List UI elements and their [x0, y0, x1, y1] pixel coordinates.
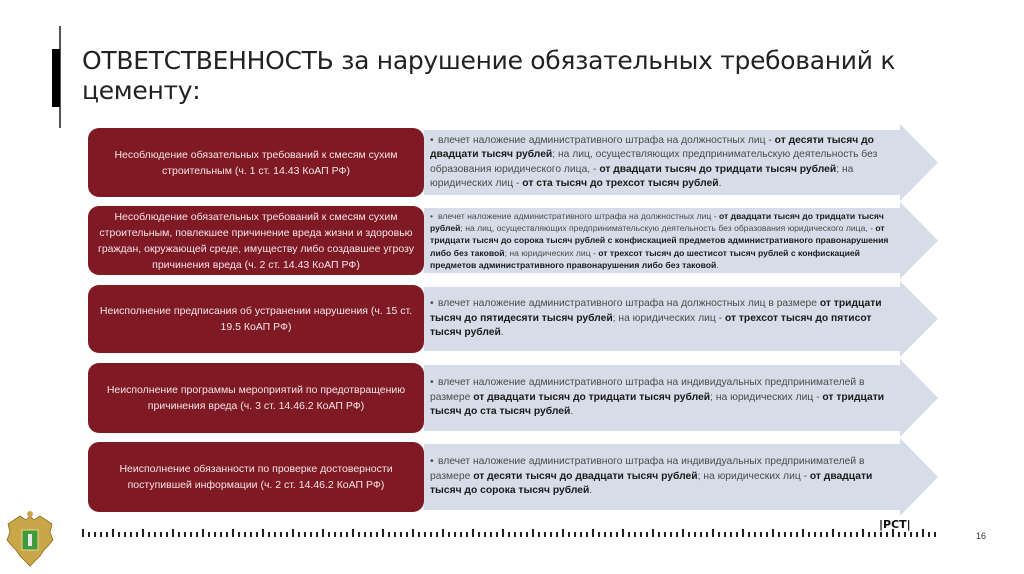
violation-box [88, 285, 424, 353]
penalty-amount: от двадцати тысяч до тридцати тысяч рублей [430, 211, 884, 234]
penalty-amount: от десяти тысяч до двадцати тысяч рублей [473, 470, 698, 482]
penalty-clause: ; на юридических лиц - [710, 391, 823, 403]
slide-title: ОТВЕТСТВЕННОСТЬ за нарушение обязательных требований к цементу: [82, 46, 896, 105]
penalty-text [430, 455, 894, 499]
violation-text: Неисполнение предписания об устранении нарушения (ч. 15 ст. 19.5 КоАП РФ) [99, 305, 413, 333]
penalty-clause: ; на лиц, осуществляющих предпринимательскую деятельность без образования юридического лица, - [430, 149, 878, 175]
bullet-icon: • [430, 134, 434, 146]
penalty-amount: от двадцати тысяч до тридцати тысяч рублей [599, 163, 837, 175]
penalty-amount: от тридцати тысяч до ста тысяч рублей [430, 391, 885, 417]
penalty-amount: от двадцати тысяч до тридцати тысяч рублей [473, 391, 711, 403]
penalty-row [0, 442, 1024, 512]
penalty-amount: от десяти тысяч до двадцати тысяч рублей [430, 134, 874, 160]
title-accent-bar [52, 49, 60, 107]
penalty-clause: . [500, 327, 504, 338]
penalty-clause: влечет наложение административного штрафа на должностных лиц - [438, 134, 775, 146]
penalty-clause: . [718, 178, 722, 189]
page-number: 16 [976, 531, 987, 541]
penalty-arrow [424, 281, 940, 357]
violation-text: Несоблюдение обязательных требований к смесям сухим строительным (ч. 1 ст. 14.43 КоАП РФ) [114, 148, 398, 177]
footer-ruler [82, 527, 942, 537]
violation-box [88, 128, 424, 197]
penalty-text [430, 376, 894, 420]
footer-mark: |PCT| [879, 518, 911, 531]
penalty-row [0, 206, 1024, 275]
penalty-row [0, 363, 1024, 433]
penalty-clause: влечет наложение административного штрафа на индивидуальных предпринимателей в размере [430, 456, 865, 482]
penalty-text [430, 297, 894, 341]
penalty-clause: влечет наложение административного штрафа на должностных лиц - [438, 211, 719, 221]
penalty-arrow [424, 359, 940, 437]
penalty-amount: от тридцати тысяч до сорока тысяч рублей с конфискацией предметов административного правонарушения либо без таковой [430, 223, 889, 258]
bullet-icon: • [430, 211, 434, 221]
penalty-row [0, 285, 1024, 353]
penalty-amount: от двадцати тысяч до сорока тысяч рублей [430, 470, 873, 496]
penalty-clause: ; на юридических лиц - [612, 312, 725, 324]
penalty-clause: влечет наложение административного штрафа на должностных лиц в размере [438, 298, 820, 309]
penalty-row [0, 128, 1024, 197]
penalty-clause: влечет наложение административного штрафа на индивидуальных предпринимателей в размере [430, 377, 865, 403]
penalty-amount: от тридцати тысяч до пятидесяти тысяч рублей [430, 298, 882, 324]
bullet-icon: • [430, 377, 434, 388]
penalty-clause: . [716, 259, 719, 270]
penalty-amount: от трехсот тысяч до шестисот тысяч рублей с конфискацией предметов административного правонарушения либо без таковой [430, 247, 860, 270]
penalty-text [430, 134, 894, 192]
violation-box [88, 206, 424, 275]
penalty-clause: . [570, 406, 574, 417]
bullet-icon: • [430, 456, 434, 467]
violation-box [88, 442, 424, 512]
bullet-icon: • [430, 298, 434, 309]
penalty-amount: от трехсот тысяч до пятисот тысяч рублей [430, 312, 872, 338]
penalty-clause: . [589, 485, 593, 496]
penalty-clause: ; на юридических лиц - [697, 470, 810, 482]
penalty-clause: ; на лиц, осуществляющих предпринимательскую деятельность без образования юридического лица, - [460, 223, 876, 234]
penalty-arrow [424, 438, 940, 516]
violation-text: Несоблюдение обязательных требований к смесям сухим строительным, повлекшее причинение вреда жизни и здоровью граждан, окружающей среде, имуществу либо создавшее угрозу причинения вреда (ч. 2 ст. 14.43 КоАП РФ) [97, 210, 414, 271]
penalty-arrow [424, 202, 940, 279]
coat-of-arms-icon [4, 510, 56, 570]
penalty-text [430, 210, 894, 271]
violation-text: Неисполнение обязанности по проверке достоверности поступившей информации (ч. 2 ст. 14.46.2 КоАП РФ) [119, 463, 393, 491]
violation-text: Неисполнение программы мероприятий по предотвращению причинения вреда (ч. 3 ст. 14.46.2 КоАП РФ) [106, 384, 406, 412]
violation-box [88, 363, 424, 433]
penalty-arrow [424, 124, 940, 201]
penalty-clause: ; на юридических лиц - [504, 247, 599, 258]
penalty-clause: ; на юридических лиц - [430, 163, 854, 189]
penalty-amount: от ста тысяч до трехсот тысяч рублей [522, 178, 719, 189]
